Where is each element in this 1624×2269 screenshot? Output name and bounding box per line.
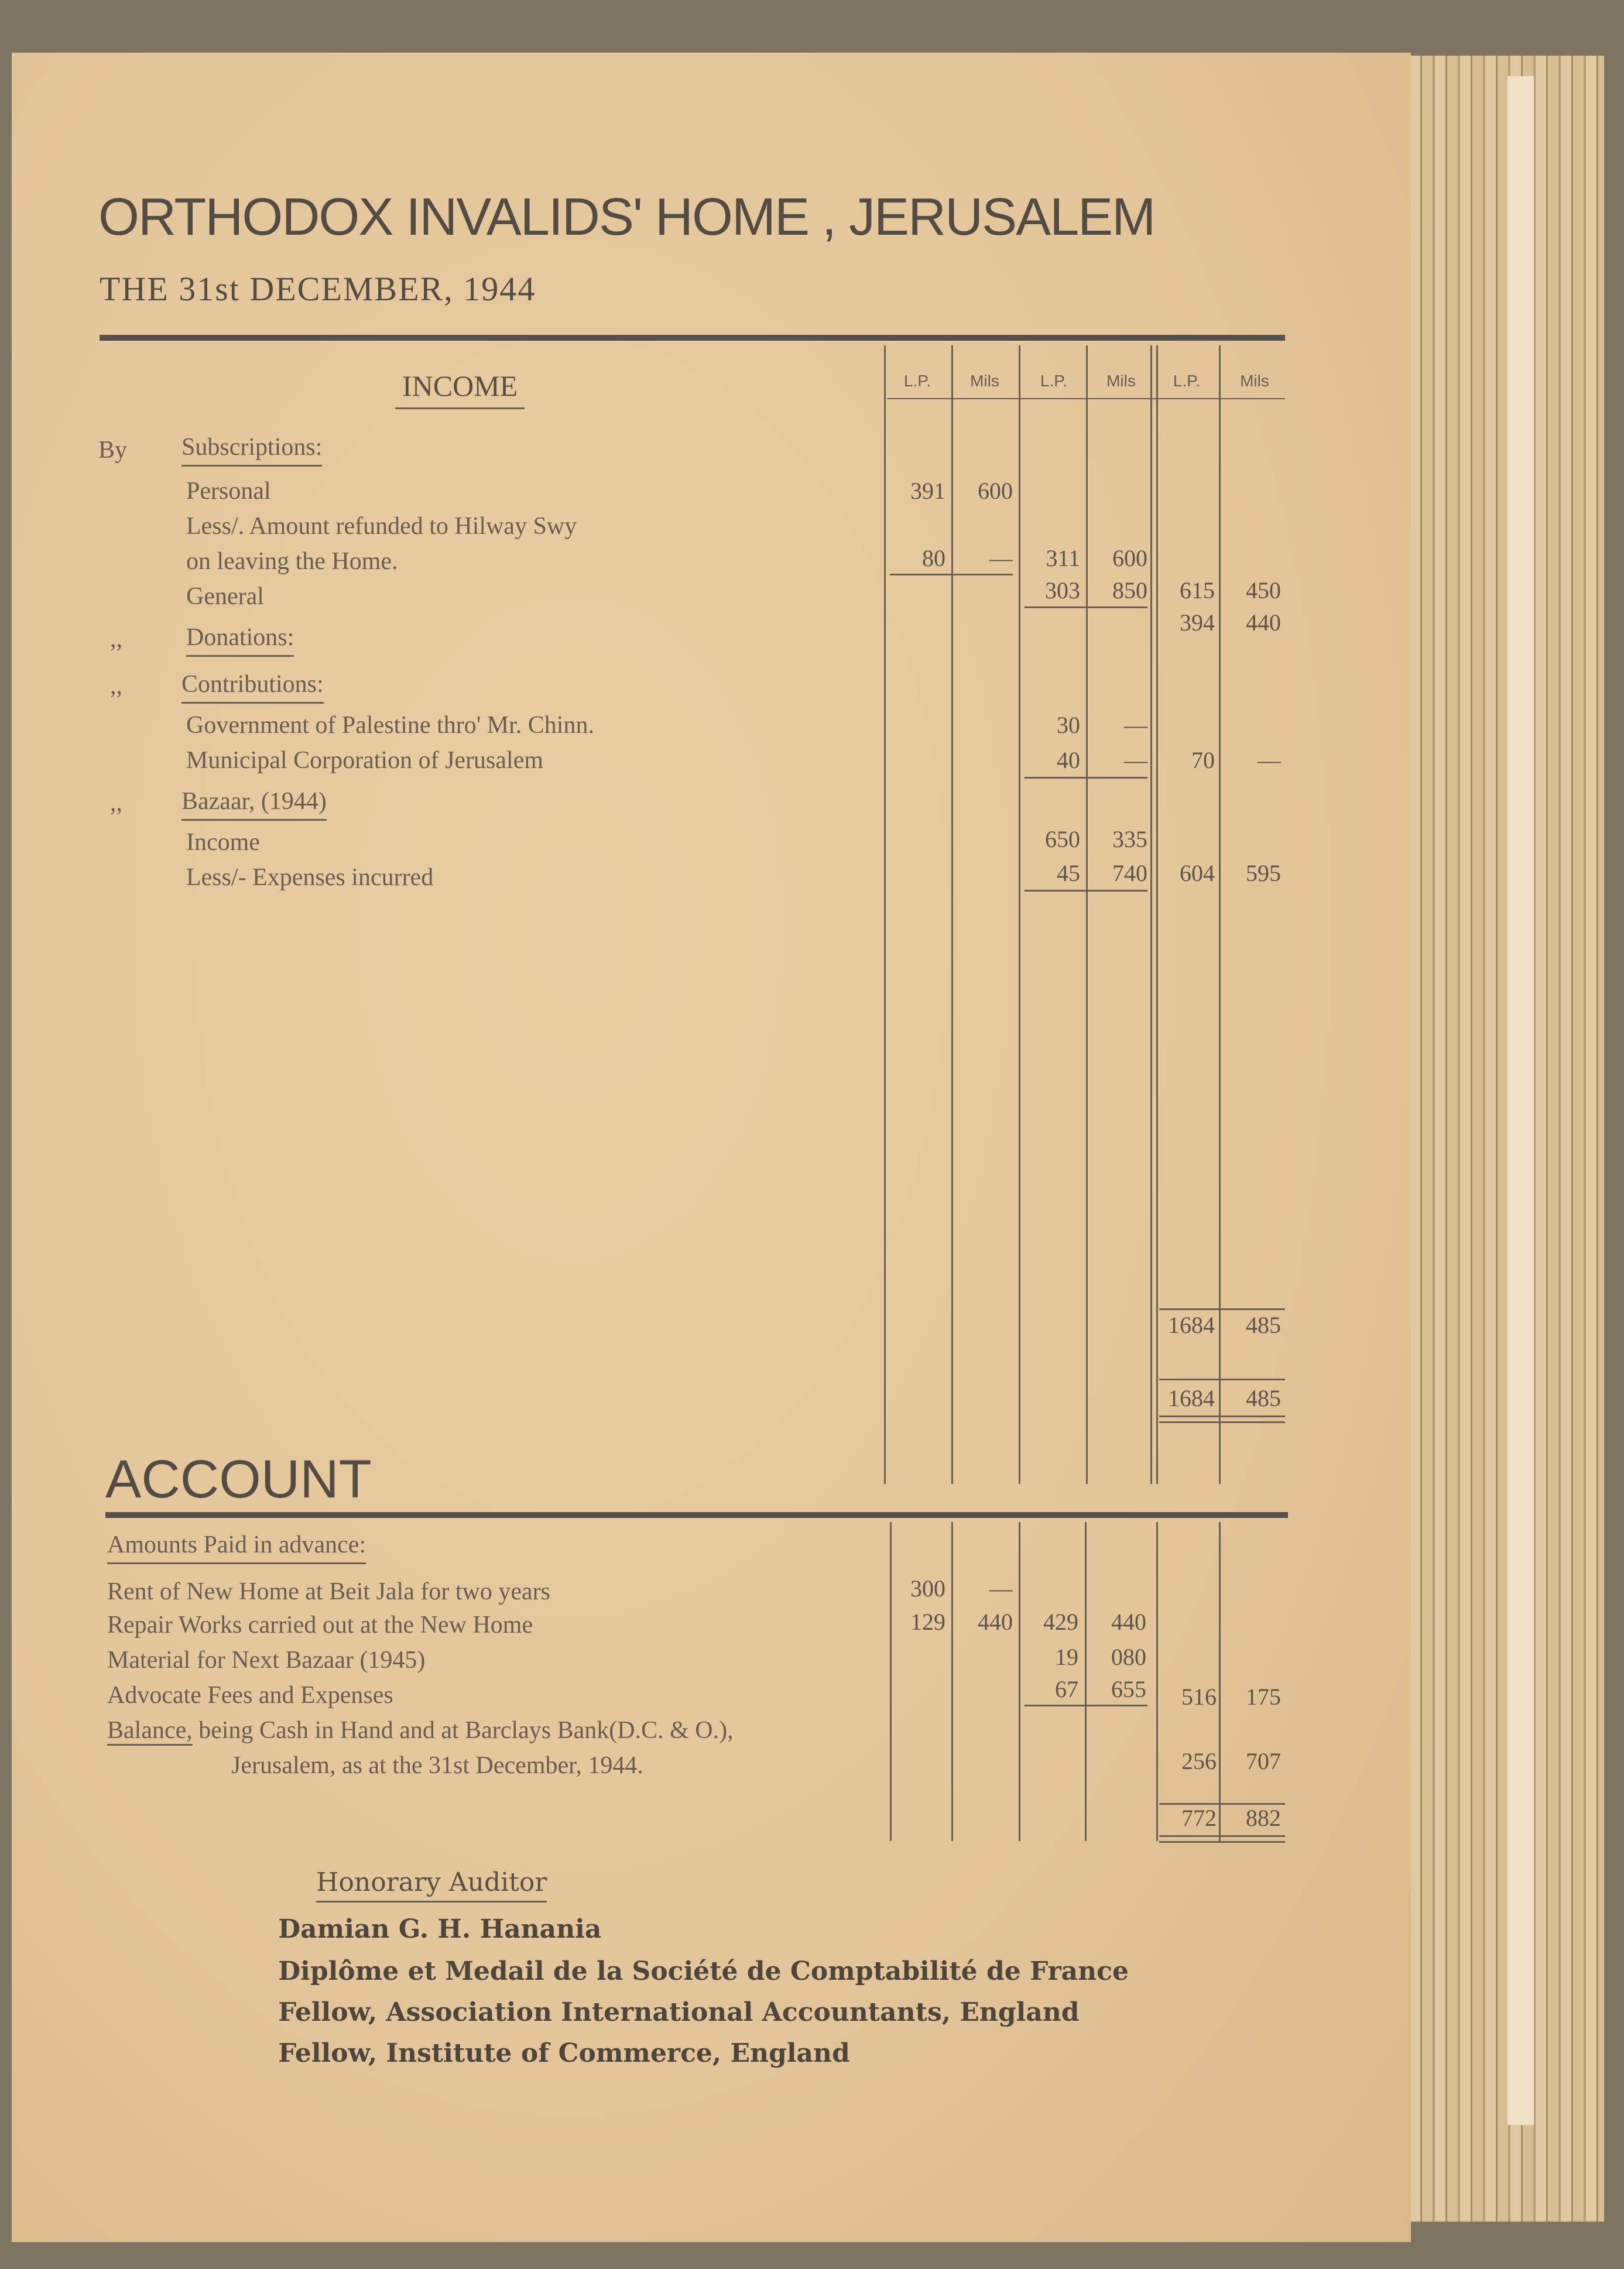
government-lp: 30: [1057, 712, 1080, 738]
balance-line-2: Jerusalem, as at the 31st December, 1944.: [231, 1752, 643, 1779]
balance-text: being Cash in Hand and at Barclays Bank(D.C. & O.),: [198, 1717, 734, 1744]
ditto-mark: ,,: [110, 626, 122, 653]
subtotal-rule: [1025, 1705, 1147, 1706]
net-personal-lp: 311: [1046, 545, 1080, 571]
advance-total-lp: 429: [1043, 1609, 1078, 1635]
income-grand-total-mils: 485: [1246, 1385, 1281, 1411]
income-total-lp: 1684: [1168, 1312, 1215, 1338]
bazaar-income-mils: 335: [1112, 826, 1147, 852]
income-grand-total-lp: 1684: [1168, 1385, 1215, 1411]
refund-label-1: Less/. Amount refunded to Hilway Swy: [186, 513, 577, 540]
by-label: By: [98, 437, 128, 464]
bazaar-income-label: Income: [186, 829, 260, 856]
municipal-label: Municipal Corporation of Jerusalem: [186, 747, 544, 774]
general-label: General: [186, 583, 264, 610]
subtotal-rule: [890, 574, 1013, 575]
page-title: ORTHODOX INVALIDS' HOME , JERUSALEM: [98, 188, 1155, 246]
income-col-mils-3: Mils: [1240, 372, 1269, 390]
advance-total-mils: 440: [1111, 1609, 1146, 1635]
ledger-page: [12, 53, 1411, 2242]
paid-advance-label: Amounts Paid in advance:: [107, 1531, 366, 1564]
account-total-mils: 882: [1246, 1805, 1281, 1831]
bookmark-tab: [1507, 76, 1534, 2125]
repair-mils: 440: [978, 1609, 1013, 1635]
general-lp: 303: [1045, 577, 1080, 604]
subscriptions-total-mils: 450: [1246, 577, 1281, 604]
account-heading: ACCOUNT: [105, 1449, 372, 1509]
bazaar-expenses-lp: 45: [1057, 860, 1080, 886]
municipal-mils: —: [1124, 747, 1147, 773]
col-rule: [951, 1522, 953, 1841]
auditor-credential-2: Fellow, Association International Accountants, England: [278, 1997, 1080, 2027]
bazaar-net-lp: 604: [1180, 860, 1215, 886]
balance-word: Balance,: [107, 1717, 193, 1746]
advocate-mils: 655: [1111, 1676, 1146, 1702]
bazaar-income-lp: 650: [1045, 826, 1080, 852]
double-rule: [1159, 1421, 1285, 1423]
total-rule: [1159, 1308, 1285, 1310]
balance-lp: 256: [1181, 1748, 1217, 1774]
col-rule: [1156, 1522, 1158, 1841]
donations-mils: 440: [1246, 609, 1281, 636]
bazaar-expenses-label: Less/- Expenses incurred: [186, 864, 434, 891]
col-rule: [1150, 345, 1152, 1484]
income-total-mils: 485: [1246, 1312, 1281, 1338]
income-col-mils-1: Mils: [970, 372, 999, 390]
contributions-total-lp: 70: [1191, 747, 1215, 773]
account-total-lp: 772: [1181, 1805, 1217, 1831]
personal-mils: 600: [978, 478, 1013, 504]
material-lp: 19: [1055, 1644, 1078, 1670]
bazaar-expenses-mils: 740: [1112, 860, 1147, 886]
advocate-lp: 67: [1055, 1676, 1078, 1702]
income-col-lp-1: L.P.: [903, 372, 931, 390]
bazaar-label: Bazaar, (1944): [181, 787, 327, 821]
account-rule: [105, 1512, 1288, 1518]
income-heading: INCOME: [395, 369, 525, 409]
col-rule: [1019, 345, 1020, 1484]
income-col-lp-3: L.P.: [1173, 372, 1201, 390]
col-rule: [1219, 1522, 1221, 1841]
auditor-credential-1: Diplôme et Medail de la Société de Comptabilité de France: [278, 1956, 1129, 1986]
material-label: Material for Next Bazaar (1945): [107, 1647, 426, 1674]
col-rule: [884, 345, 886, 1484]
income-col-lp-2: L.P.: [1040, 372, 1068, 390]
refund-lp: 80: [922, 545, 945, 571]
bazaar-net-mils: 595: [1246, 860, 1281, 886]
donations-lp: 394: [1180, 609, 1215, 636]
col-rule: [951, 345, 953, 1484]
subtotal-rule: [1025, 777, 1147, 779]
col-rule: [890, 1522, 892, 1841]
donations-label: Donations:: [186, 623, 294, 657]
advocate-label: Advocate Fees and Expenses: [107, 1682, 393, 1709]
col-rule: [1219, 345, 1221, 1484]
ditto-mark: ,,: [110, 790, 122, 817]
payments-total-lp: 516: [1181, 1684, 1217, 1710]
col-rule: [1085, 1522, 1087, 1841]
auditor-name: Damian G. H. Hanania: [278, 1914, 602, 1944]
balance-mils: 707: [1246, 1748, 1281, 1774]
repair-lp: 129: [910, 1609, 945, 1635]
government-label: Government of Palestine thro' Mr. Chinn.: [186, 712, 594, 739]
col-rule: [1086, 345, 1088, 1484]
double-rule: [1159, 1841, 1285, 1843]
material-mils: 080: [1111, 1644, 1146, 1670]
personal-label: Personal: [186, 478, 271, 505]
net-personal-mils: 600: [1112, 545, 1147, 571]
refund-label-2: on leaving the Home.: [186, 548, 398, 575]
subscriptions-label: Subscriptions:: [181, 433, 322, 467]
income-col-mils-2: Mils: [1106, 372, 1136, 390]
government-mils: —: [1124, 712, 1147, 738]
double-rule: [1159, 1415, 1285, 1417]
subscriptions-total-lp: 615: [1180, 577, 1215, 604]
title-rule: [100, 335, 1285, 341]
balance-line-1: [107, 1716, 734, 1744]
refund-mils: —: [989, 545, 1013, 571]
auditor-credential-3: Fellow, Institute of Commerce, England: [278, 2038, 850, 2068]
municipal-lp: 40: [1057, 747, 1080, 773]
rent-label: Rent of New Home at Beit Jala for two years: [107, 1578, 550, 1605]
page-subtitle: THE 31st DECEMBER, 1944: [100, 270, 536, 308]
contributions-total-mils: —: [1258, 747, 1281, 773]
ditto-mark: ,,: [110, 673, 122, 700]
auditor-heading: Honorary Auditor: [316, 1867, 547, 1903]
contributions-label: Contributions:: [181, 670, 324, 704]
repair-label: Repair Works carried out at the New Home: [107, 1612, 533, 1639]
subtotal-rule: [1025, 606, 1147, 608]
total-rule: [1159, 1379, 1285, 1380]
rent-lp: 300: [910, 1575, 945, 1602]
payments-total-mils: 175: [1246, 1684, 1281, 1710]
double-rule: [1159, 1835, 1285, 1837]
general-mils: 850: [1112, 577, 1147, 604]
rent-mils: —: [989, 1575, 1013, 1602]
subtotal-rule: [1025, 890, 1147, 892]
personal-lp: 391: [910, 478, 945, 504]
